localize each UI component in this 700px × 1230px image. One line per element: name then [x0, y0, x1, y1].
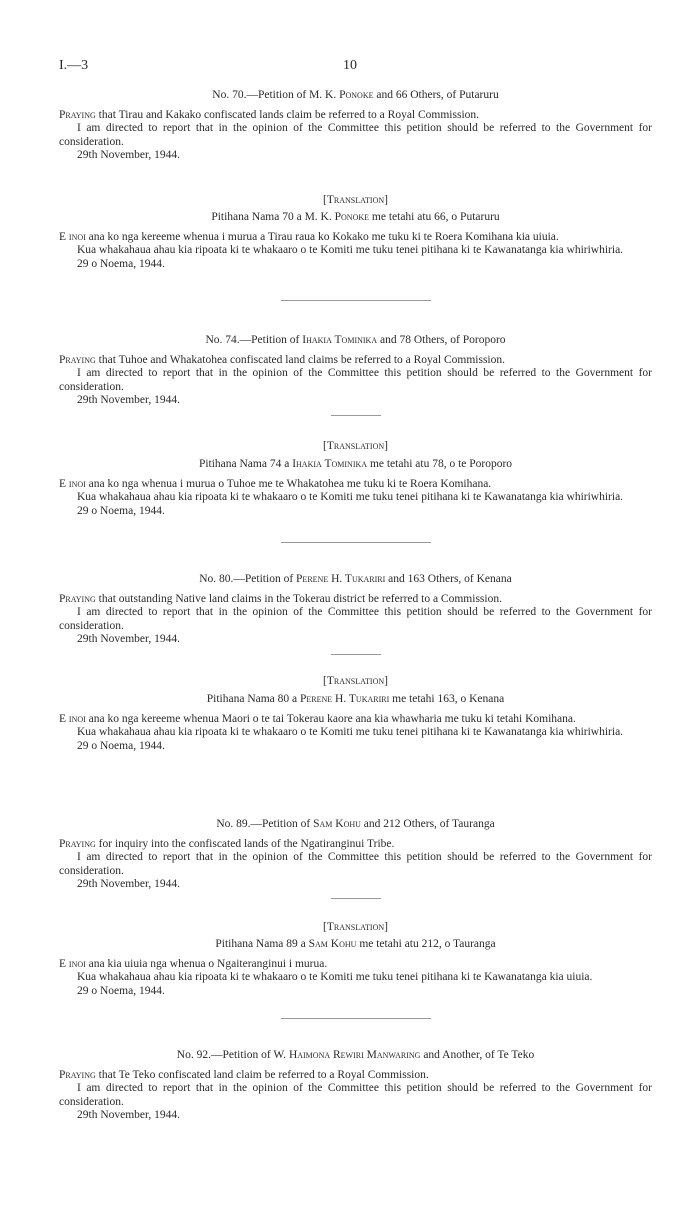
translation-date: 29 o Noema, 1944.	[77, 504, 165, 517]
translation-title: Pitihana Nama 74 a Ihakia Tominika me tetahi atu 78, o te Poroporo	[198, 458, 513, 470]
petition-title: No. 80.—Petition of Perene H. Tukariri and 163 Others, of Kenana	[199, 573, 512, 585]
translation-report: Kua whakahaua ahau kia ripoata ki te whakaaro o te Komiti me tuku tenei pitihana ki te Kawanatanga kia whiriwhiria.	[77, 491, 624, 504]
translation-title: Pitihana Nama 70 a M. K. Ponoke me tetahi atu 66, o Putaruru	[211, 211, 500, 223]
translation-heading: [Translation]	[323, 194, 388, 206]
translation-date: 29 o Noema, 1944.	[77, 984, 165, 997]
report-date: 29th November, 1944.	[77, 394, 181, 407]
translation-date: 29 o Noema, 1944.	[77, 257, 165, 270]
petition-prayer: Praying that Tirau and Kakako confiscated lands claim be referred to a Royal Commission.	[59, 108, 480, 121]
report-date: 29th November, 1944.	[77, 149, 181, 162]
translation-heading: [Translation]	[323, 921, 388, 933]
translation-date: 29 o Noema, 1944.	[77, 739, 165, 752]
petition-74-english	[59, 334, 652, 408]
petition-92-english	[59, 1049, 652, 1123]
petition-80-english	[59, 573, 652, 647]
separator-rule	[59, 1018, 652, 1019]
translation-prayer: E inoi ana kia uiuia nga whenua o Ngaiteranginui i murua.	[59, 957, 328, 970]
separator-rule	[59, 654, 652, 655]
petition-prayer: Praying for inquiry into the confiscated lands of the Ngatiranginui Tribe.	[59, 837, 395, 850]
separator-rule	[59, 300, 652, 301]
petition-prayer: Praying that outstanding Native land claims in the Tokerau district be referred to a Commission.	[59, 592, 502, 605]
translation-title: Pitihana Nama 80 a Perene H. Tukariri me tetahi 163, o Kenana	[206, 693, 505, 705]
translation-title: Pitihana Nama 89 a Sam Kohu me tetahi atu 212, o Tauranga	[215, 938, 496, 950]
petition-title: No. 92.—Petition of W. Haimona Rewiri Manwaring and Another, of Te Teko	[176, 1049, 535, 1061]
committee-report: I am directed to report that in the opinion of the Committee this petition should be referred to the Government for consideration.	[59, 606, 652, 632]
petition-title: No. 74.—Petition of Ihakia Tominika and 78 Others, of Poroporo	[205, 334, 506, 346]
translation-report: Kua whakahaua ahau kia ripoata ki te whakaaro o te Komiti me tuku tenei pitihana ki te Kawanatanga kia whiriwhiria.	[77, 244, 624, 257]
petition-title: No. 89.—Petition of Sam Kohu and 212 Others, of Tauranga	[216, 818, 495, 830]
petition-70-maori	[59, 211, 652, 271]
petition-80-maori	[59, 693, 652, 753]
petition-89-maori	[59, 938, 652, 998]
translation-prayer: E inoi ana ko nga kereeme whenua i murua a Tirau raua ko Kokako me tuku ki te Roera Komihana kia uiuia.	[59, 230, 559, 243]
committee-report: I am directed to report that in the opinion of the Committee this petition should be referred to the Government for consideration.	[59, 367, 652, 393]
separator-rule	[59, 542, 652, 543]
petition-prayer: Praying that Tuhoe and Whakatohea confiscated land claims be referred to a Royal Commission.	[59, 353, 505, 366]
separator-rule	[59, 415, 652, 416]
translation-prayer: E inoi ana ko nga kereeme whenua Maori o te tai Tokerau kaore ana kia whawharia me tuku ki tetahi Komihana.	[59, 712, 576, 725]
committee-report: I am directed to report that in the opinion of the Committee this petition should be referred to the Government for consideration.	[59, 122, 652, 148]
petition-prayer: Praying that Te Teko confiscated land claim be referred to a Royal Commission.	[59, 1068, 429, 1081]
report-date: 29th November, 1944.	[77, 878, 181, 891]
translation-report: Kua whakahaua ahau kia ripoata ki te whakaaro o te Komiti me tuku tenei pitihana ki te Kawanatanga kia whiriwhiria.	[77, 726, 624, 739]
petition-89-english	[59, 818, 652, 892]
petition-70-english	[59, 89, 652, 163]
page-number: 10	[343, 58, 357, 73]
petition-title: No. 70.—Petition of M. K. Ponoke and 66 Others, of Putaruru	[212, 89, 499, 101]
parliamentary-paper-ref: I.—3	[59, 58, 89, 73]
petition-74-maori	[59, 458, 652, 518]
translation-report: Kua whakahaua ahau kia ripoata ki te whakaaro o te Komiti me tuku tenei pitihana ki te Kawanatanga kia uiuia.	[77, 971, 593, 984]
committee-report: I am directed to report that in the opinion of the Committee this petition should be referred to the Government for consideration.	[59, 1082, 652, 1108]
translation-heading: [Translation]	[323, 675, 388, 687]
committee-report: I am directed to report that in the opinion of the Committee this petition should be referred to the Government for consideration.	[59, 851, 652, 877]
report-date: 29th November, 1944.	[77, 1109, 181, 1122]
separator-rule	[59, 898, 652, 899]
report-date: 29th November, 1944.	[77, 633, 181, 646]
translation-heading: [Translation]	[323, 440, 388, 452]
translation-prayer: E inoi ana ko nga whenua i murua o Tuhoe me te Whakatohea me tuku ki te Roera Komihana.	[59, 477, 492, 490]
